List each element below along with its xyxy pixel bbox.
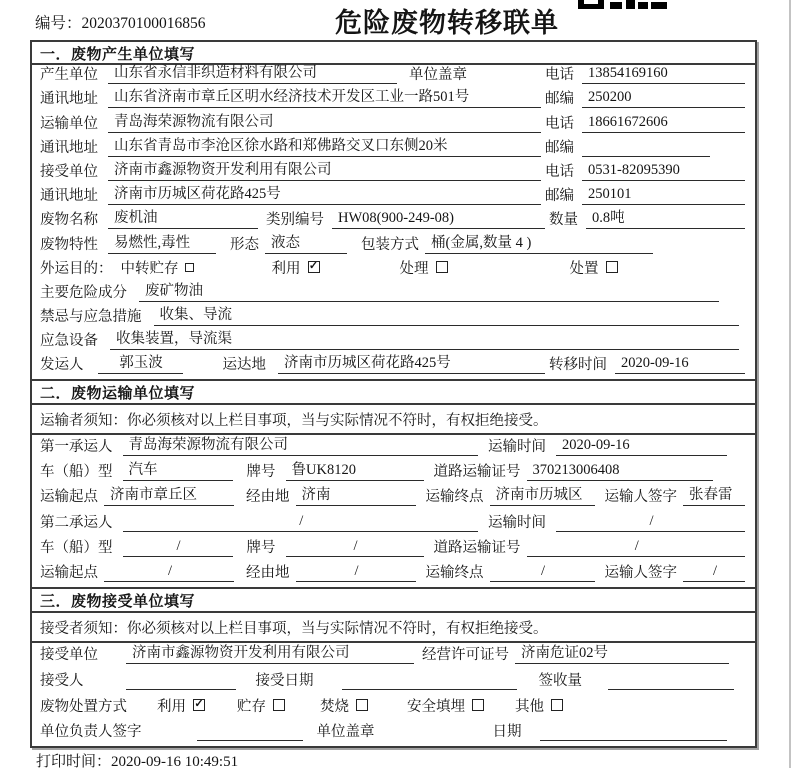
origin2-label: 运输起点 <box>40 565 98 582</box>
waste-category-value: HW08(900-249-08) <box>332 210 545 229</box>
waste-name-label: 废物名称 <box>40 212 98 229</box>
waste-trait-row <box>32 234 755 258</box>
transporter-address-label: 通讯地址 <box>40 139 98 156</box>
transporter-phone-label: 电话 <box>545 115 574 132</box>
disposal-option-use <box>157 695 205 716</box>
section1-header: 一．废物产生单位填写 <box>32 42 755 65</box>
via2-value: / <box>296 563 416 582</box>
business-permit-label: 经营许可证号 <box>422 647 509 664</box>
producer-phone-value: 13854169160 <box>582 65 745 84</box>
transfer-purpose-label: 外运目的： <box>40 260 113 277</box>
first-carrier-value: 青岛海荣源物流有限公司 <box>123 433 479 456</box>
qr-code-fragment <box>578 0 668 10</box>
endpoint2-value: / <box>490 563 595 582</box>
acceptor-value <box>126 688 236 690</box>
transporter-notice: 运输者须知：你必须核对以上栏目事项，当与实际情况不符时，有权拒绝接受。 <box>32 405 755 435</box>
accept-date2-value <box>540 739 728 741</box>
origin1-value: 济南市章丘区 <box>104 483 234 506</box>
second-carrier-label: 第二承运人 <box>40 514 113 531</box>
purpose-dispose-checkbox <box>606 261 618 273</box>
form-title: 危险废物转移联单 <box>335 8 559 38</box>
accept-date2-label: 日期 <box>492 724 522 741</box>
plate1-value: 鲁UK8120 <box>286 458 424 481</box>
form-number <box>35 11 206 33</box>
road-permit1-value: 370213006408 <box>527 462 714 481</box>
disposal-use-checkbox: ✓ <box>194 698 204 711</box>
producer-zip-label: 邮编 <box>545 91 574 108</box>
disposal-option-landfill <box>407 695 484 716</box>
vehicle-type1-row <box>32 461 755 486</box>
transporter-address-value: 山东省青岛市李沧区徐水路和郑佛路交叉口东侧20米 <box>108 134 541 157</box>
business-permit-value: 济南危证02号 <box>515 641 729 664</box>
form-table <box>30 40 757 748</box>
destination-label: 运达地 <box>222 357 266 374</box>
print-time-value: 2020-09-16 10:49:51 <box>111 754 239 768</box>
packaging-value: 桶(金属,数量 4 ) <box>425 231 653 254</box>
waste-form-value: 液态 <box>265 231 347 254</box>
plate2-label: 牌号 <box>246 539 276 556</box>
road-permit2-label: 道路运输证号 <box>433 539 521 556</box>
accept-seal-label: 单位盖章 <box>316 724 375 741</box>
road-permit2-value: / <box>527 538 746 557</box>
waste-form-label: 形态 <box>230 236 259 253</box>
vehicle-type2-label: 车（船）型 <box>40 539 113 556</box>
vehicle-type2-row <box>32 537 755 562</box>
disposal-option-storage <box>237 695 285 716</box>
shipper-label: 发运人 <box>40 357 84 374</box>
taboo-measures-label: 禁忌与应急措施 <box>40 309 142 326</box>
waste-name-value: 废机油 <box>108 206 258 229</box>
disposal-option-incinerate <box>320 695 368 716</box>
hazard-component-label: 主要危险成分 <box>40 284 127 301</box>
disposal-method-row <box>32 695 755 721</box>
receiver-phone-value: 0531-82095390 <box>582 162 745 181</box>
receiver-notice: 接受者须知：你必须核对以上栏目事项，当与实际情况不符时，有权拒绝接受。 <box>32 613 755 643</box>
vehicle-type2-value: / <box>123 538 233 557</box>
hazard-component-value: 废矿物油 <box>139 279 719 302</box>
purpose-transfer-storage-checkbox <box>185 263 194 272</box>
disposal-incinerate-label: 焚烧 <box>320 698 349 715</box>
first-carrier-label: 第一承运人 <box>40 438 113 455</box>
transporter-zip-label: 邮编 <box>545 139 574 156</box>
emergency-equipment-label: 应急设备 <box>40 333 98 350</box>
purpose-option-use <box>272 257 320 278</box>
waste-quantity-value: 0.8吨 <box>586 206 745 229</box>
receiver-unit-value: 济南市鑫源物资开发利用有限公司 <box>108 158 541 181</box>
shipper-row <box>32 355 755 379</box>
carrier-sign2-value: / <box>683 563 745 582</box>
disposal-storage-label: 贮存 <box>237 698 266 715</box>
transport-time2-value: / <box>556 513 745 532</box>
accept-unit-row <box>32 643 755 669</box>
purpose-treat-checkbox <box>436 261 448 273</box>
disposal-landfill-checkbox <box>472 699 484 711</box>
disposal-incinerate-checkbox <box>356 699 368 711</box>
section2-header: 二．废物运输单位填写 <box>32 379 755 405</box>
waste-quantity-label: 数量 <box>549 212 578 229</box>
disposal-landfill-label: 安全填埋 <box>407 698 465 715</box>
print-time <box>36 750 238 768</box>
waste-category-label: 类别编号 <box>266 212 324 229</box>
plate1-label: 牌号 <box>246 464 276 481</box>
transfer-time-label: 转移时间 <box>549 357 607 374</box>
transporter-unit-label: 运输单位 <box>40 115 98 132</box>
transport-time1-label: 运输时间 <box>488 438 546 455</box>
producer-address-label: 通讯地址 <box>40 91 98 108</box>
disposal-storage-checkbox <box>273 699 285 711</box>
endpoint1-value: 济南市历城区 <box>490 483 595 506</box>
purpose-treat-label: 处理 <box>399 260 429 277</box>
unit-seal-label: 单位盖章 <box>409 67 467 84</box>
transfer-time-value: 2020-09-16 <box>615 355 745 374</box>
scan-edge-line <box>789 0 791 768</box>
disposal-option-other <box>515 695 563 716</box>
producer-unit-label: 产生单位 <box>40 67 98 84</box>
carrier-sign1-label: 运输人签字 <box>604 489 677 506</box>
responsible-sign-row <box>32 721 755 747</box>
vehicle-type1-value: 汽车 <box>123 458 233 481</box>
receiver-address-label: 通讯地址 <box>40 188 98 205</box>
via1-label: 经由地 <box>246 489 290 506</box>
second-carrier-row <box>32 511 755 536</box>
plate2-value: / <box>286 538 424 557</box>
receiver-address-value: 济南市历城区荷花路425号 <box>108 182 541 205</box>
via2-label: 经由地 <box>246 565 290 582</box>
origin1-label: 运输起点 <box>40 489 98 506</box>
carrier-sign2-label: 运输人签字 <box>604 565 677 582</box>
receiver-phone-label: 电话 <box>545 163 574 180</box>
producer-address-value: 山东省济南市章丘区明水经济技术开发区工业一路501号 <box>108 85 541 108</box>
route1-row <box>32 486 755 511</box>
purpose-option-treat <box>400 257 448 278</box>
acceptor-row <box>32 669 755 695</box>
transporter-phone-value: 18661672606 <box>582 114 745 133</box>
purpose-use-checkbox: ✓ <box>308 260 319 273</box>
producer-phone-label: 电话 <box>545 67 574 84</box>
taboo-measures-value: 收集、导流 <box>154 303 740 326</box>
second-carrier-value: / <box>123 513 479 532</box>
accept-unit-label: 接受单位 <box>40 647 98 664</box>
destination-value: 济南市历城区荷花路425号 <box>278 351 545 374</box>
received-quantity-value <box>608 688 734 690</box>
emergency-equipment-value: 收集装置，导流渠 <box>110 327 739 350</box>
responsible-sign-label: 单位负责人签字 <box>40 724 142 741</box>
receiver-zip-value: 250101 <box>582 186 745 205</box>
responsible-sign-value <box>197 739 303 741</box>
endpoint1-label: 运输终点 <box>425 489 484 506</box>
form-number-label: 编号： <box>35 15 82 32</box>
form-number-value: 2020370100016856 <box>81 15 206 32</box>
purpose-transfer-storage-label: 中转贮存 <box>120 260 179 277</box>
receiver-unit-label: 接受单位 <box>40 163 98 180</box>
producer-zip-value: 250200 <box>582 89 745 108</box>
disposal-method-label: 废物处置方式 <box>40 698 127 715</box>
acceptor-label: 接受人 <box>40 672 84 689</box>
receiver-zip-label: 邮编 <box>545 188 574 205</box>
purpose-use-label: 利用 <box>271 260 301 277</box>
received-quantity-label: 签收量 <box>538 672 582 689</box>
vehicle-type1-label: 车（船）型 <box>40 464 113 481</box>
disposal-use-label: 利用 <box>157 698 186 715</box>
transport-time1-value: 2020-09-16 <box>556 437 727 456</box>
accept-date-value <box>342 688 517 690</box>
waste-trait-label: 废物特性 <box>40 236 98 253</box>
origin2-value: / <box>104 563 234 582</box>
carrier-sign1-value: 张春雷 <box>683 483 745 506</box>
purpose-option-dispose <box>570 257 618 278</box>
print-time-label: 打印时间： <box>36 754 112 768</box>
road-permit1-label: 道路运输证号 <box>433 464 521 481</box>
producer-unit-value: 山东省永信非织造材料有限公司 <box>108 61 397 84</box>
purpose-dispose-label: 处置 <box>569 260 599 277</box>
transporter-zip-value <box>582 155 710 157</box>
first-carrier-row <box>32 435 755 460</box>
via1-value: 济南 <box>296 483 416 506</box>
transporter-unit-value: 青岛海荣源物流有限公司 <box>108 110 541 133</box>
route2-row <box>32 562 755 587</box>
section3-header: 三．废物接受单位填写 <box>32 587 755 613</box>
transport-time2-label: 运输时间 <box>488 514 546 531</box>
packaging-label: 包装方式 <box>361 236 419 253</box>
waste-trait-value: 易燃性,毒性 <box>108 231 216 254</box>
accept-unit-value: 济南市鑫源物资开发利用有限公司 <box>126 641 414 664</box>
disposal-other-label: 其他 <box>515 698 544 715</box>
accept-date-label: 接受日期 <box>255 672 314 689</box>
disposal-other-checkbox <box>551 699 563 711</box>
shipper-value: 郭玉波 <box>98 351 183 374</box>
endpoint2-label: 运输终点 <box>425 565 484 582</box>
purpose-option-transfer-storage <box>121 257 194 278</box>
